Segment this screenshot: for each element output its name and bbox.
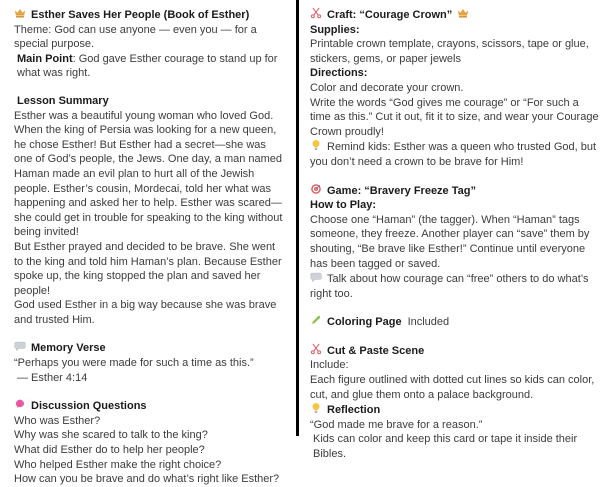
cut-paste-header-row [310,343,599,359]
how-to-play-text: Choose one “Haman” (the tagger). When “Haman” tags someone, they freeze. Another player can “save” them by shouting, “Be brave like Esther!” Continue until everyone has been tagged or saved. [310,213,590,270]
craft-section [310,7,599,170]
directions-line: Color and decorate your crown. [310,81,464,94]
supplies-text: Printable crown template, crayons, scissors, tape or glue, stickers, gems, or paper jewels [310,38,589,65]
coloring-section [310,314,599,330]
page-title: Esther Saves Her People (Book of Esther) [31,9,250,21]
discussion-question: Why was she scared to talk to the king? [14,429,208,442]
crown-icon [14,7,26,19]
game-section [310,183,599,302]
cut-paste-text: Each figure outlined with dotted cut lines so kids can color, cut, and glue them onto a palace background. [310,374,595,401]
game-header: Game: “Bravery Freeze Tag” [327,184,476,197]
talk-text: Talk about how courage can “free” others to do what’s right too. [310,273,589,300]
pencil-icon [310,314,322,326]
discussion-header: Discussion Questions [31,400,147,413]
directions-line: Write the words “God gives me courage” or “For such a time as this.” Cut it out, fit it to size, and wear your Courage Crown proudly! [310,96,599,138]
cut-paste-section [310,343,599,462]
memory-verse-header: Memory Verse [31,342,106,355]
page-title-row [14,7,287,23]
lightbulb-icon [310,402,322,414]
reflection-note: Kids can color and keep this card or tape it inside their Bibles. [313,433,578,461]
directions-label: Directions: [310,67,368,80]
discussion-question: Who was Esther? [14,414,101,427]
coloring-header: Coloring Page [327,316,402,329]
lesson-summary-section [14,94,287,328]
main-point-label: Main Point [17,52,73,65]
brain-icon [14,398,26,410]
memory-verse-header-row [14,340,287,356]
supplies-label: Supplies: [310,23,360,36]
how-to-play-label: How to Play: [310,199,377,212]
title-block [14,7,287,81]
talk-line [310,271,599,301]
cut-paste-header: Cut & Paste Scene [327,344,425,357]
left-column [0,0,296,486]
scissors-icon [310,343,322,355]
craft-header-row [310,7,599,23]
coloring-header-row [310,314,599,330]
crown-icon [457,7,469,19]
theme-line: Theme: God can use anyone — even you — for a special purpose. [14,23,257,51]
memory-verse-reference: — Esther 4:14 [17,371,88,384]
lesson-summary-paragraph: But Esther prayed and decided to be brave. She went to the king and told him Haman’s plan. Because Esther spoke up, the king stopped the plan and saved her people! [14,240,282,297]
scissors-icon [310,7,322,19]
discussion-question: How can you be brave and do what’s right like Esther? [14,473,280,486]
discussion-question: What did Esther do to help her people? [14,444,205,457]
include-label: Include: [310,359,349,372]
lesson-summary-header: Lesson Summary [17,94,109,107]
craft-header: Craft: “Courage Crown” [327,9,453,21]
reflection-header: Reflection [327,404,381,417]
lesson-summary-paragraph: God used Esther in a big way because she was brave and trusted Him. [14,299,277,326]
game-header-row [310,183,599,199]
memory-verse-section [14,340,287,385]
lesson-summary-paragraph: Esther was a beautiful young woman who loved God. When the king of Persia was looking for a new queen, he chose Esther! But Esther had a secret—she was one of God’s people, the Jews. One day, a man named Haman made an evil plan to hurt all of the Jewish people. Esther’s cousin, Mordecai, told her what was happening and asked her to help. Esther was scared—she could get in trouble for speaking to the king without being invited! [14,109,283,239]
reflection-quote: “God made me brave for a reason.” [310,418,483,431]
remind-line [310,139,599,169]
target-icon [310,183,322,195]
lightbulb-icon [310,139,322,151]
right-column [299,0,607,461]
main-point-line [14,52,287,81]
memory-verse-quote: “Perhaps you were made for such a time as this.” [14,357,254,370]
main-point-text: : God gave Esther courage to stand up for what was right. [17,52,278,80]
coloring-status: Included [407,316,450,329]
discussion-question: Who helped Esther make the right choice? [14,458,222,471]
remind-text: Remind kids: Esther was a queen who trusted God, but you don’t need a crown to be brave for Him! [310,141,597,168]
reflection-header-row [310,402,599,418]
discussion-header-row [14,398,287,414]
speech-bubble-icon [310,271,322,283]
speech-bubble-icon [14,340,26,352]
discussion-section [14,398,287,487]
